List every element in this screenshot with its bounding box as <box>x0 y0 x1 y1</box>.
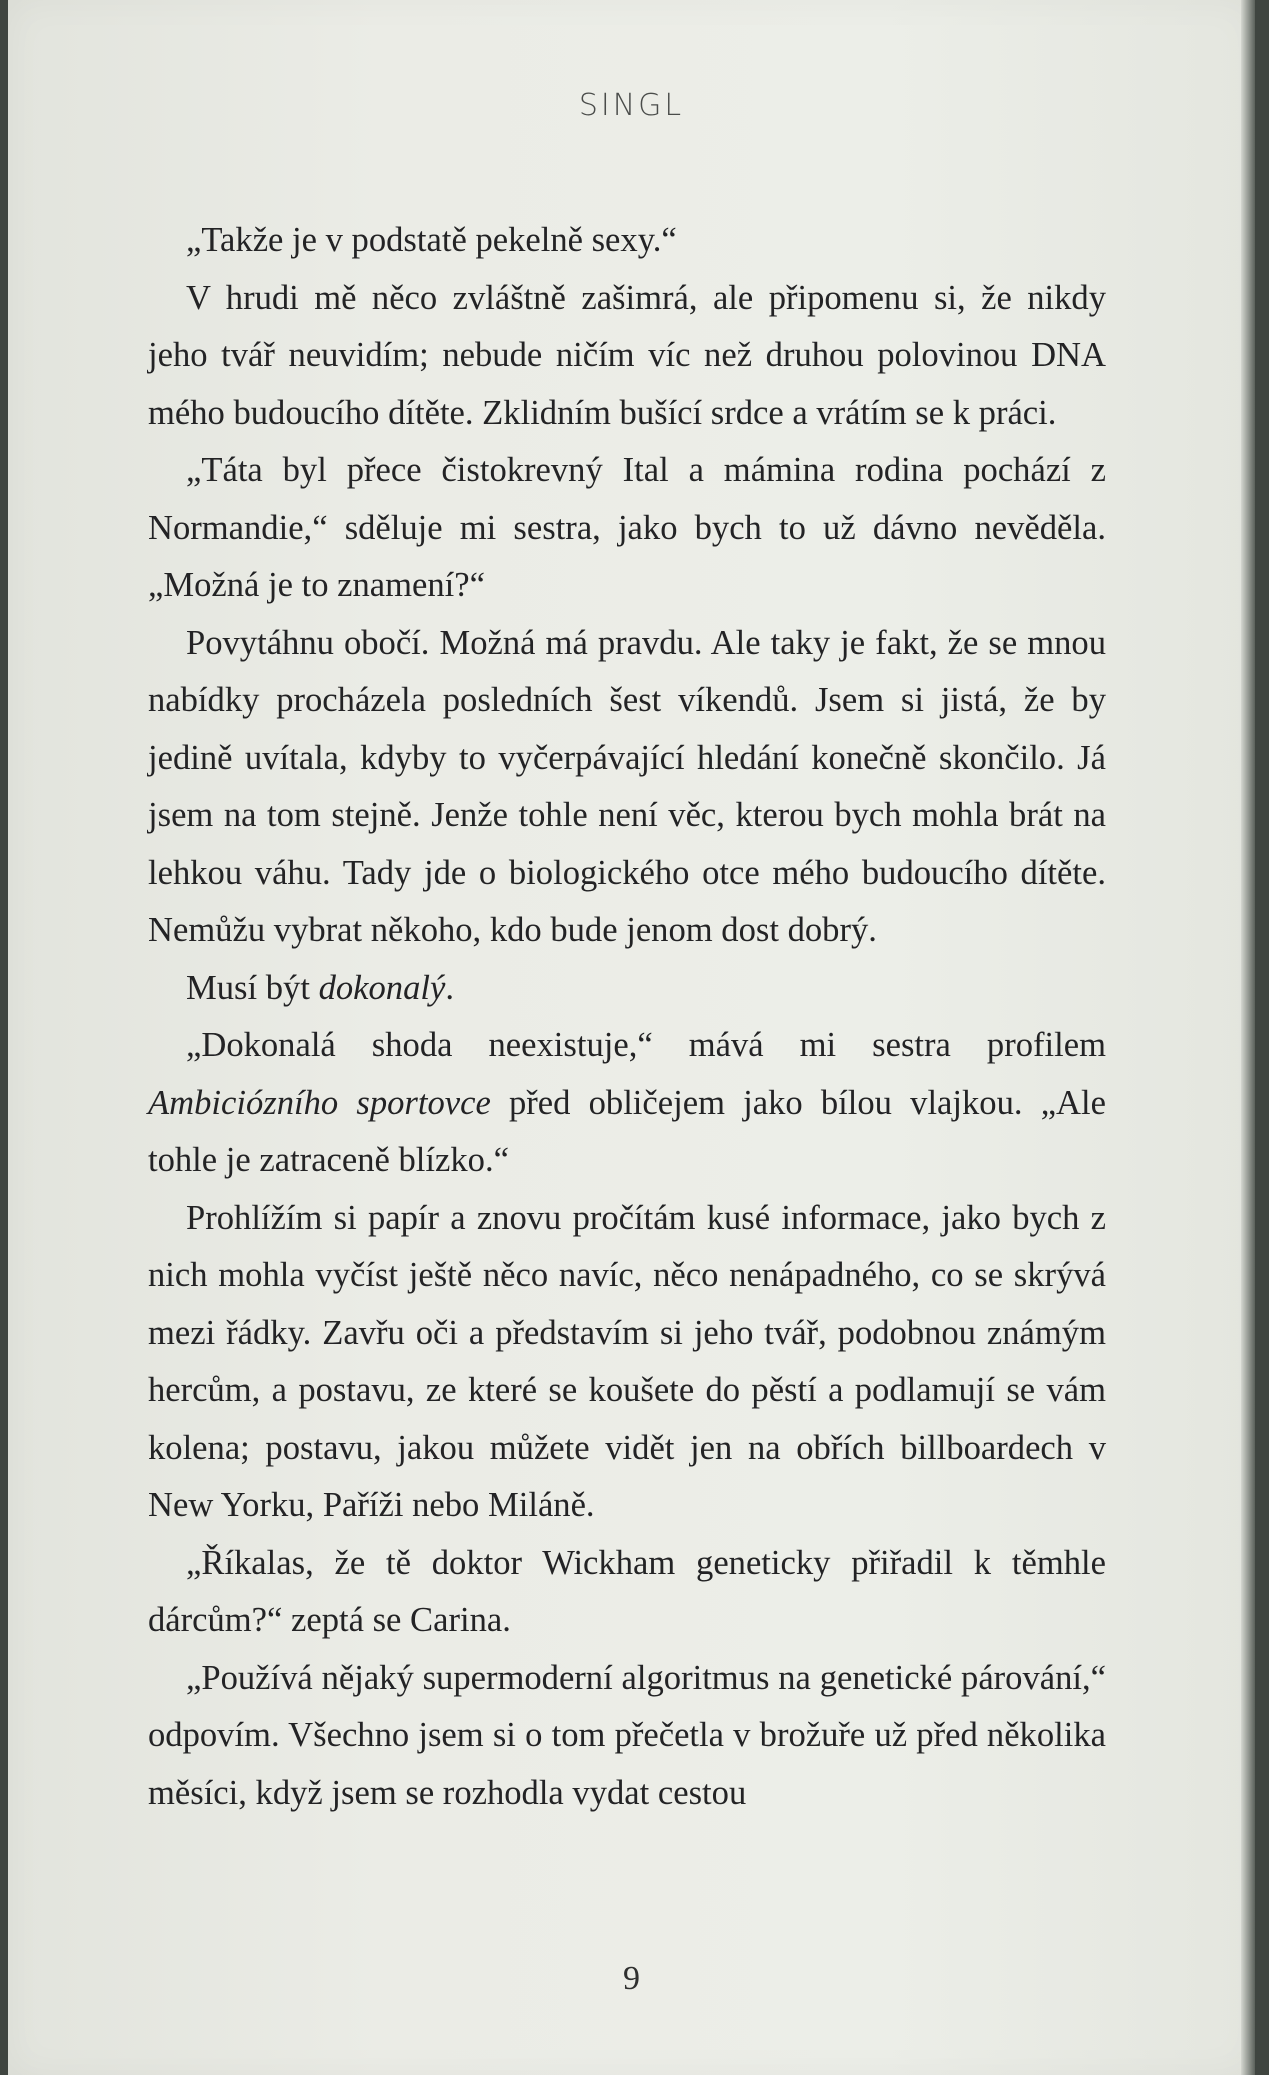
page-number: 9 <box>623 1960 640 1997</box>
book-page <box>8 0 1255 2075</box>
paragraph-6 <box>148 1017 1106 1190</box>
body-text <box>148 212 1106 1822</box>
paragraph-5-text: Musí být <box>186 968 319 1007</box>
paragraph-5-end: . <box>445 968 454 1007</box>
paragraph-6-italic: Ambiciózního sportovce <box>148 1083 491 1122</box>
paragraph-7: Prohlížím si papír a znovu pročítám kusé informace, jako bych z nich mohla vyčíst ještě něco navíc, něco nenápadného, co se skrývá mezi řádky. Zavřu oči a představím si jeho tvář, podobnou známým hercům, a postavu, ze které se koušete do pěstí a podlamují se vám kolena; postavu, jakou můžete vidět jen na obřích billboardech v New Yorku, Paříži nebo Miláně. <box>148 1198 1106 1524</box>
paragraph-8: „Říkalas, že tě doktor Wickham geneticky přiřadil k těmhle dárcům?“ zeptá se Carina. <box>148 1543 1106 1639</box>
paragraph-5-italic: dokonalý <box>318 968 446 1007</box>
page-edge-shadow <box>1241 0 1255 2075</box>
paragraph-6-end: před obličejem jako bílou vlajkou. „Ale tohle je zatraceně blízko.“ <box>148 1083 1106 1179</box>
running-header: SINGL <box>578 88 685 123</box>
paragraph-5 <box>148 960 1106 1018</box>
paragraph-3: „Táta byl přece čistokrevný Ital a mámina rodina pochází z Normandie,“ sděluje mi sestra, jako bych to už dávno nevěděla. „Možná je to znamení?“ <box>148 451 1106 604</box>
paragraph-9: „Používá nějaký supermoderní algoritmus na genetické párování,“ odpovím. Všechno jsem si o tom přečetla v brožuře už před několika měsíci, když jsem se rozhodla vydat cestou <box>148 1658 1106 1812</box>
paragraph-2: V hrudi mě něco zvláštně zašimrá, ale připomenu si, že nikdy jeho tvář neuvidím; nebude ničím víc než druhou polovinou DNA mého budoucího dítěte. Zklidním bušící srdce a vrátím se k práci. <box>148 278 1106 432</box>
paragraph-6-text: „Dokonalá shoda neexistuje,“ mává mi sestra profilem <box>186 1026 1106 1064</box>
paragraph-1: „Takže je v podstatě pekelně sexy.“ <box>186 221 677 259</box>
paragraph-4: Povytáhnu obočí. Možná má pravdu. Ale taky je fakt, že se mnou nabídky procházela posledních šest víkendů. Jsem si jistá, že by jedině uvítala, kdyby to vyčerpávající hledání konečně skončilo. Já jsem na tom stejně. Jenže tohle není věc, kterou bych mohla brát na lehkou váhu. Tady jde o biologického otce mého budoucího dítěte. Nemůžu vybrat někoho, kdo bude jenom dost dobrý. <box>148 623 1106 949</box>
